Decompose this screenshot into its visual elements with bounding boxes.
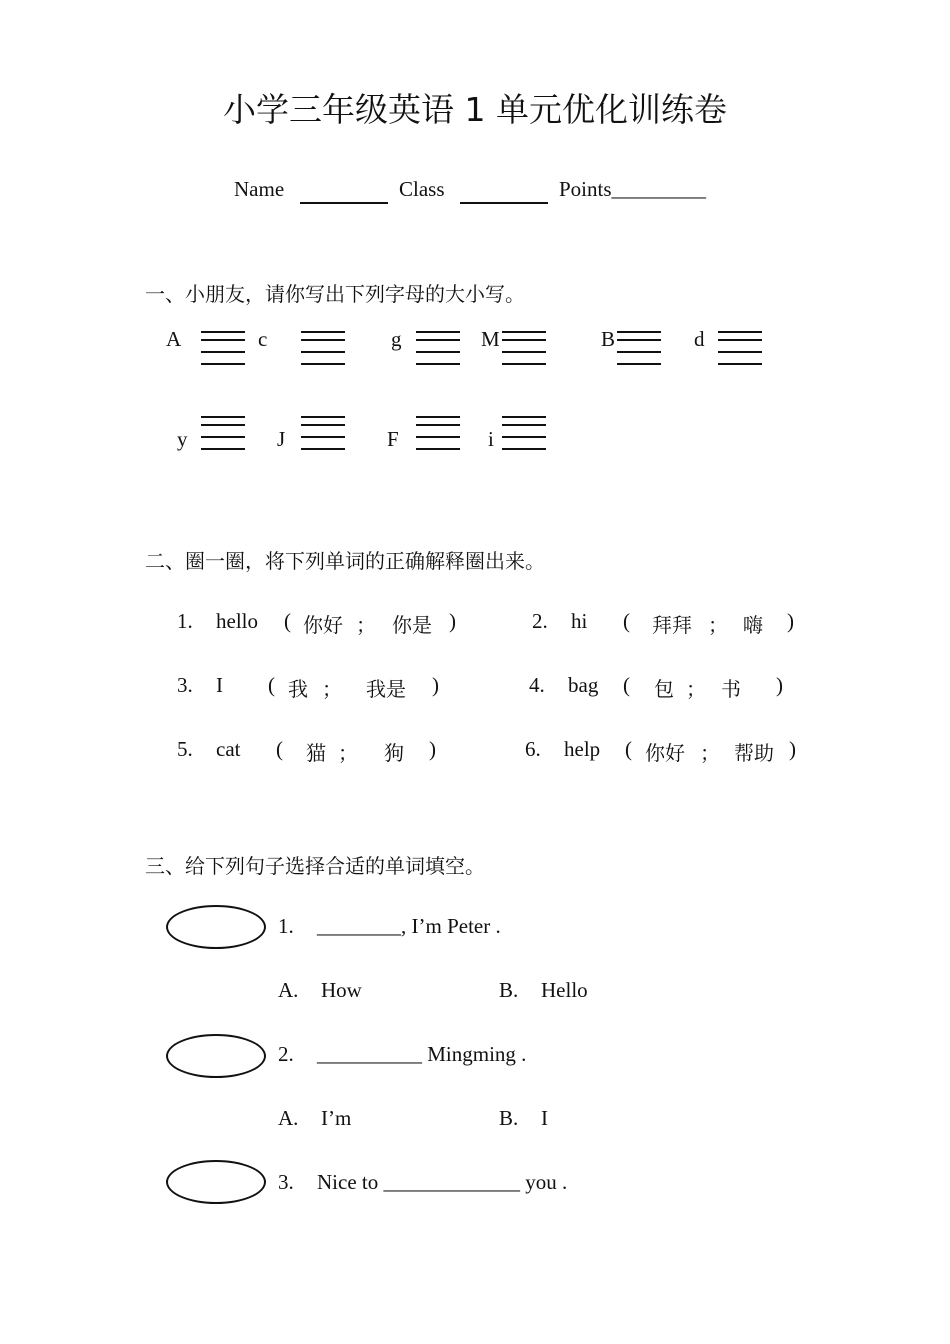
item-number: 4. xyxy=(529,673,545,697)
class-blank[interactable] xyxy=(460,201,548,204)
section2-heading: 二、圈一圈，将下列单词的正确解释圈出来。 xyxy=(145,549,545,573)
writing-lines[interactable] xyxy=(201,416,245,456)
class-label: Class xyxy=(399,177,445,201)
writing-lines[interactable] xyxy=(617,331,661,371)
open-paren: ( xyxy=(268,673,275,697)
item-number: 1. xyxy=(177,609,193,633)
question-text: Nice to _____________ you . xyxy=(317,1170,568,1194)
option-b-label: B. xyxy=(499,978,519,1002)
option-b[interactable]: I xyxy=(541,1106,548,1130)
open-paren: ( xyxy=(625,737,632,761)
question-number: 2. xyxy=(278,1042,294,1066)
page-title: 小学三年级英语 1 单元优化训练卷 xyxy=(223,90,727,129)
item-word: hi xyxy=(571,609,588,633)
question-text: __________ Mingming . xyxy=(317,1042,527,1066)
open-paren: ( xyxy=(623,673,630,697)
close-paren: ) xyxy=(776,673,783,697)
item-word: hello xyxy=(216,609,258,633)
letter-prompt: J xyxy=(277,427,286,451)
option-a[interactable]: I’m xyxy=(321,1106,352,1130)
answer-oval[interactable] xyxy=(166,1160,266,1204)
answer-oval[interactable] xyxy=(166,905,266,949)
writing-lines[interactable] xyxy=(502,331,546,371)
section3-heading: 三、给下列句子选择合适的单词填空。 xyxy=(145,854,485,878)
writing-lines[interactable] xyxy=(301,416,345,456)
close-paren: ) xyxy=(787,609,794,633)
option-1[interactable]: 包 xyxy=(654,677,674,701)
option-a-label: A. xyxy=(278,1106,299,1130)
separator: ； xyxy=(338,741,358,765)
letter-prompt: B xyxy=(601,327,616,351)
option-2[interactable]: 我是 xyxy=(366,677,406,701)
section1-heading: 一、小朋友，请你写出下列字母的大小写。 xyxy=(145,282,525,306)
question-number: 1. xyxy=(278,914,294,938)
open-paren: ( xyxy=(284,609,291,633)
letter-prompt: M xyxy=(481,327,500,351)
letter-prompt: g xyxy=(391,327,402,351)
close-paren: ) xyxy=(432,673,439,697)
separator: ； xyxy=(686,677,706,701)
option-a[interactable]: How xyxy=(321,978,362,1002)
question-text: ________, I’m Peter . xyxy=(317,914,501,938)
item-word: bag xyxy=(568,673,599,697)
points-label: Points_________ xyxy=(559,177,707,201)
question-number: 3. xyxy=(278,1170,294,1194)
writing-lines[interactable] xyxy=(301,331,345,371)
option-1[interactable]: 我 xyxy=(288,677,308,701)
separator: ； xyxy=(700,741,720,765)
writing-lines[interactable] xyxy=(718,331,762,371)
item-number: 5. xyxy=(177,737,193,761)
option-2[interactable]: 书 xyxy=(721,677,741,701)
letter-prompt: d xyxy=(694,327,705,351)
option-2[interactable]: 狗 xyxy=(384,741,404,765)
answer-oval[interactable] xyxy=(166,1034,266,1078)
writing-lines[interactable] xyxy=(416,416,460,456)
letter-prompt: A xyxy=(166,327,182,351)
option-a-label: A. xyxy=(278,978,299,1002)
close-paren: ) xyxy=(789,737,796,761)
separator: ； xyxy=(356,613,376,637)
letter-prompt: c xyxy=(258,327,268,351)
writing-lines[interactable] xyxy=(502,416,546,456)
item-number: 6. xyxy=(525,737,541,761)
option-1[interactable]: 拜拜 xyxy=(652,613,692,637)
close-paren: ) xyxy=(429,737,436,761)
writing-lines[interactable] xyxy=(201,331,245,371)
option-b[interactable]: Hello xyxy=(541,978,588,1002)
option-2[interactable]: 你是 xyxy=(392,613,432,637)
name-label: Name xyxy=(234,177,285,201)
option-2[interactable]: 帮助 xyxy=(734,741,774,765)
letter-prompt: F xyxy=(387,427,399,451)
name-blank[interactable] xyxy=(300,201,388,204)
writing-lines[interactable] xyxy=(416,331,460,371)
letter-prompt: y xyxy=(177,427,188,451)
option-1[interactable]: 你好 xyxy=(645,741,685,765)
separator: ； xyxy=(708,613,728,637)
item-word: cat xyxy=(216,737,241,761)
item-word: I xyxy=(216,673,223,697)
letter-prompt: i xyxy=(488,427,494,451)
open-paren: ( xyxy=(276,737,283,761)
option-1[interactable]: 你好 xyxy=(303,613,343,637)
option-1[interactable]: 猫 xyxy=(306,741,326,765)
item-number: 2. xyxy=(532,609,548,633)
option-2[interactable]: 嗨 xyxy=(743,613,763,637)
option-b-label: B. xyxy=(499,1106,519,1130)
item-word: help xyxy=(564,737,601,761)
open-paren: ( xyxy=(623,609,630,633)
item-number: 3. xyxy=(177,673,193,697)
separator: ； xyxy=(322,677,342,701)
close-paren: ) xyxy=(449,609,456,633)
